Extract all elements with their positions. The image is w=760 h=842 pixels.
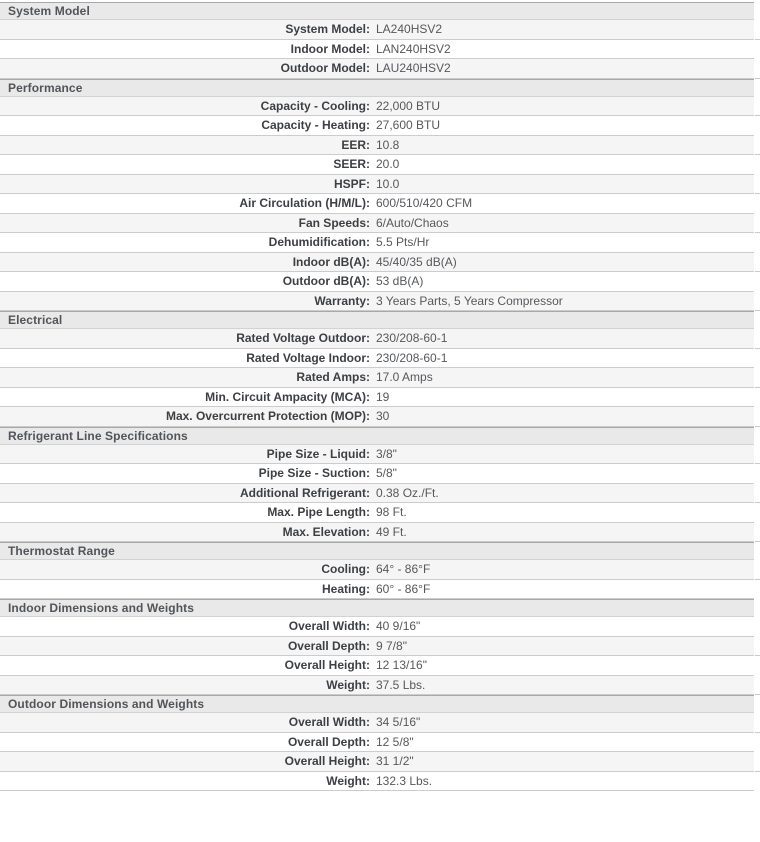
spec-value: 20.0	[376, 157, 400, 172]
spec-value: 12 5/8"	[376, 734, 414, 749]
section-header: System Model	[0, 2, 754, 20]
spec-row	[0, 388, 754, 408]
spec-value: 3/8"	[376, 446, 397, 461]
spec-label: Weight:	[326, 677, 370, 692]
spec-row	[0, 484, 754, 504]
spec-value: 132.3 Lbs.	[376, 773, 433, 788]
spec-label: Overall Depth:	[287, 638, 370, 653]
spec-label: Fan Speeds:	[298, 215, 370, 230]
spec-value: 27,600 BTU	[376, 118, 441, 133]
spec-value: 30	[376, 409, 390, 424]
section-header: Refrigerant Line Specifications	[0, 427, 754, 445]
spec-row	[0, 116, 754, 136]
spec-label: Max. Elevation:	[282, 524, 370, 539]
spec-label: Pipe Size - Suction:	[258, 466, 370, 481]
spec-label: Dehumidification:	[268, 235, 370, 250]
spec-value: 34 5/16"	[376, 715, 421, 730]
spec-row	[0, 349, 754, 369]
spec-value: 53 dB(A)	[376, 274, 424, 289]
spec-row	[0, 272, 754, 292]
spec-row	[0, 329, 754, 349]
spec-row	[0, 175, 754, 195]
spec-label: Air Circulation (H/M/L):	[239, 196, 370, 211]
section-header: Thermostat Range	[0, 542, 754, 560]
spec-label: Rated Voltage Indoor:	[246, 350, 370, 365]
spec-row	[0, 233, 754, 253]
spec-label: Overall Height:	[284, 754, 370, 769]
spec-row	[0, 368, 754, 388]
spec-value: 230/208-60-1	[376, 331, 448, 346]
spec-row	[0, 59, 754, 79]
spec-value: LAN240HSV2	[376, 41, 451, 56]
section-header: Indoor Dimensions and Weights	[0, 599, 754, 617]
spec-value: 12 13/16"	[376, 658, 427, 673]
spec-row	[0, 464, 754, 484]
spec-value: 6/Auto/Chaos	[376, 215, 449, 230]
spec-label: Heating:	[322, 581, 370, 596]
spec-label: Outdoor Model:	[280, 61, 370, 76]
spec-row	[0, 637, 754, 657]
spec-row	[0, 155, 754, 175]
spec-label: Max. Overcurrent Protection (MOP):	[165, 409, 370, 424]
spec-row	[0, 292, 754, 312]
spec-label: Additional Refrigerant:	[239, 485, 370, 500]
spec-label: Capacity - Heating:	[261, 118, 370, 133]
spec-label: HSPF:	[334, 176, 370, 191]
spec-row	[0, 752, 754, 772]
spec-row	[0, 503, 754, 523]
spec-label: Weight:	[326, 773, 370, 788]
spec-row	[0, 713, 754, 733]
spec-label: Indoor Model:	[290, 41, 370, 56]
spec-value: 98 Ft.	[376, 505, 407, 520]
spec-label: SEER:	[333, 157, 370, 172]
spec-label: Warranty:	[314, 293, 370, 308]
spec-label: Rated Amps:	[296, 370, 370, 385]
spec-row	[0, 580, 754, 600]
spec-value: 31 1/2"	[376, 754, 414, 769]
spec-row	[0, 214, 754, 234]
spec-row	[0, 733, 754, 753]
spec-value: LA240HSV2	[376, 22, 443, 37]
spec-label: Overall Depth:	[287, 734, 370, 749]
spec-label: Max. Pipe Length:	[267, 505, 370, 520]
spec-row	[0, 194, 754, 214]
spec-label: Overall Width:	[288, 715, 370, 730]
spec-row	[0, 523, 754, 543]
spec-label: EER:	[341, 137, 370, 152]
spec-value: 230/208-60-1	[376, 350, 448, 365]
spec-label: Min. Circuit Ampacity (MCA):	[205, 389, 370, 404]
spec-value: 60° - 86°F	[376, 581, 431, 596]
spec-value: 22,000 BTU	[376, 98, 441, 113]
spec-value: 5/8"	[376, 466, 397, 481]
spec-label: Cooling:	[321, 562, 370, 577]
spec-row	[0, 20, 754, 40]
spec-value: 17.0 Amps	[376, 370, 433, 385]
spec-label: Outdoor dB(A):	[282, 274, 370, 289]
spec-value: 37.5 Lbs.	[376, 677, 426, 692]
spec-value: 10.8	[376, 137, 400, 152]
spec-value: 9 7/8"	[376, 638, 407, 653]
spec-label: Capacity - Cooling:	[260, 98, 370, 113]
spec-value: 19	[376, 389, 390, 404]
spec-value: 45/40/35 dB(A)	[376, 254, 457, 269]
spec-row	[0, 445, 754, 465]
spec-value: 49 Ft.	[376, 524, 407, 539]
section-header: Performance	[0, 79, 754, 97]
spec-label: Pipe Size - Liquid:	[266, 446, 370, 461]
spec-row	[0, 560, 754, 580]
spec-row	[0, 407, 754, 427]
spec-row	[0, 136, 754, 156]
spec-label: System Model:	[285, 22, 370, 37]
spec-row	[0, 40, 754, 60]
spec-value: 3 Years Parts, 5 Years Compressor	[376, 293, 563, 308]
spec-value: 600/510/420 CFM	[376, 196, 473, 211]
spec-label: Rated Voltage Outdoor:	[236, 331, 370, 346]
spec-row	[0, 676, 754, 696]
section-header: Electrical	[0, 311, 754, 329]
spec-row	[0, 656, 754, 676]
spec-label: Overall Width:	[288, 619, 370, 634]
spec-row	[0, 617, 754, 637]
spec-row	[0, 253, 754, 273]
spec-row	[0, 97, 754, 117]
spec-value: 5.5 Pts/Hr	[376, 235, 430, 250]
spec-value: 40 9/16"	[376, 619, 421, 634]
spec-value: 64° - 86°F	[376, 562, 431, 577]
spec-row	[0, 772, 754, 792]
spec-value: 0.38 Oz./Ft.	[376, 485, 439, 500]
spec-value: LAU240HSV2	[376, 61, 451, 76]
spec-label: Overall Height:	[284, 658, 370, 673]
spec-label: Indoor dB(A):	[292, 254, 370, 269]
section-header: Outdoor Dimensions and Weights	[0, 695, 754, 713]
spec-value: 10.0	[376, 176, 400, 191]
